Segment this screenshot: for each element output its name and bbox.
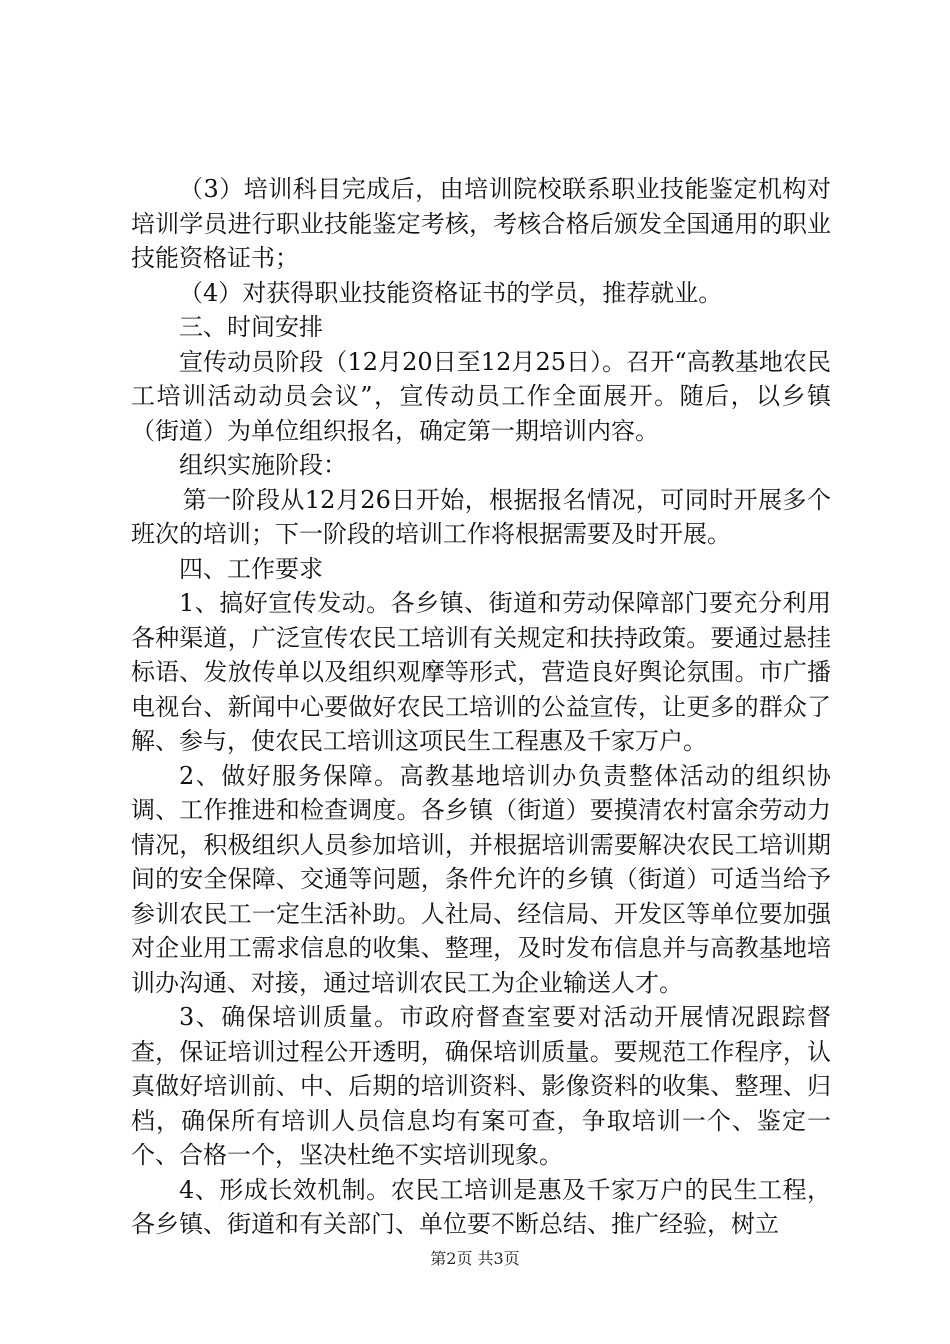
paragraph-implementation-stage: 组织实施阶段： xyxy=(179,451,347,479)
paragraph-requirement-3: 3、确保培训质量。市政府督查室要对活动开展情况跟踪督查，保证培训过程公开透明，确保培训质量。要规范工作程序，认真做好培训前、中、后期的培训资料、影像资料的收集、整理、归档，确保所有培训人员信息均有案可查，争取培训一个、鉴定一个、合格一个，坚决杜绝不实培训现象。 xyxy=(131,1003,831,1169)
section-heading-schedule: 三、时间安排 xyxy=(179,313,323,341)
paragraph-requirement-1: 1、搞好宣传发动。各乡镇、街道和劳动保障部门要充分利用各种渠道，广泛宣传农民工培训有关规定和扶持政策。要通过悬挂标语、发放传单以及组织观摩等形式，营造良好舆论氛围。市广播电视台、新闻中心要做好农民工培训的公益宣传，让更多的群众了解、参与，使农民工培训这项民生工程惠及千家万户。 xyxy=(131,589,831,755)
paragraph-item-3: （3）培训科目完成后，由培训院校联系职业技能鉴定机构对培训学员进行职业技能鉴定考核，考核合格后颁发全国通用的职业技能资格证书； xyxy=(131,175,831,272)
document-body xyxy=(131,172,831,1242)
page-number-footer: 第2页 共3页 xyxy=(430,1249,520,1268)
paragraph-requirement-2: 2、做好服务保障。高教基地培训办负责整体活动的组织协调、工作推进和检查调度。各乡镇（街道）要摸清农村富余劳动力情况，积极组织人员参加培训，并根据培训需要解决农民工培训期间的安全保障、交通等问题，条件允许的乡镇（街道）可适当给予参训农民工一定生活补助。人社局、经信局、开发区等单位要加强对企业用工需求信息的收集、整理，及时发布信息并与高教基地培训办沟通、对接，通过培训农民工为企业输送人才。 xyxy=(131,761,831,997)
paragraph-first-stage: 第一阶段从12月26日开始，根据报名情况，可同时开展多个班次的培训；下一阶段的培训工作将根据需要及时开展。 xyxy=(131,485,831,548)
section-heading-requirements: 四、工作要求 xyxy=(179,554,323,583)
paragraph-requirement-4: 4、形成长效机制。农民工培训是惠及千家万户的民生工程，各乡镇、街道和有关部门、单位要不断总结、推广经验，树立 xyxy=(131,1175,831,1238)
paragraph-item-4: （4）对获得职业技能资格证书的学员，推荐就业。 xyxy=(179,278,723,307)
paragraph-publicity-stage: 宣传动员阶段（12月20日至12月25日）。召开“高教基地农民工培训活动动员会议”，宣传动员工作全面展开。随后，以乡镇（街道）为单位组织报名，确定第一期培训内容。 xyxy=(131,347,831,445)
